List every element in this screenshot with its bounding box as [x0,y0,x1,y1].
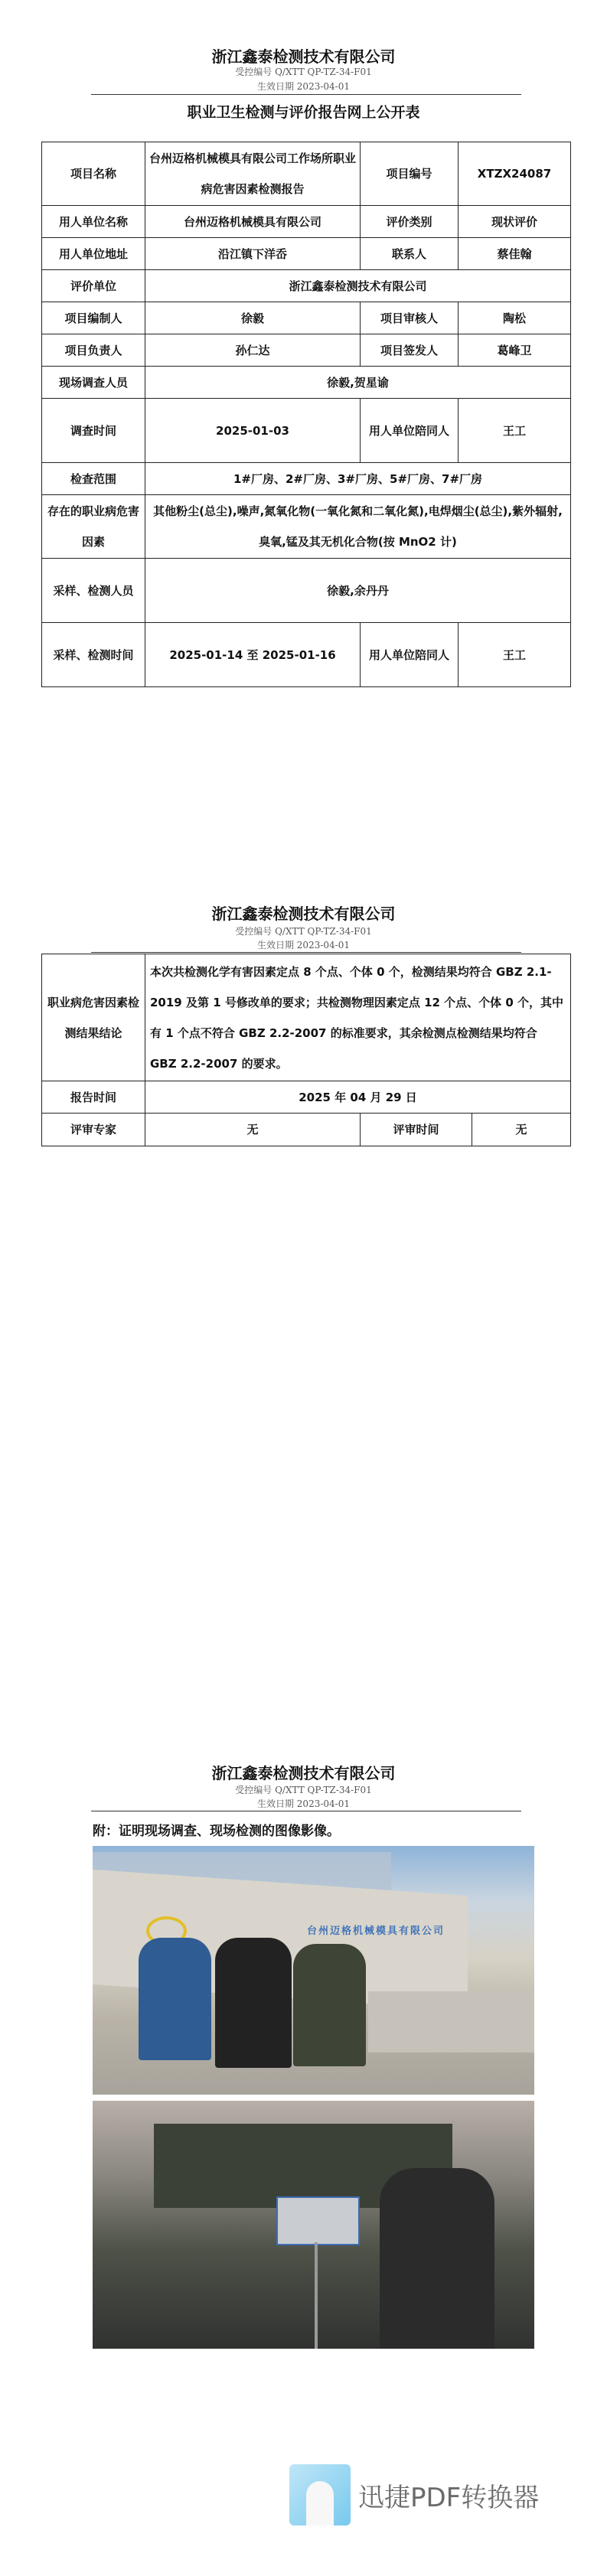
label-report-time: 报告时间 [42,1081,145,1114]
label-contact: 联系人 [361,238,459,270]
header-divider [91,94,521,95]
label-conclusion: 职业病危害因素检测结果结论 [42,954,145,1081]
appendix-title: 附：证明现场调查、现场检测的图像影像。 [93,1824,340,1839]
value-project-name: 台州迈格机械模具有限公司工作场所职业病危害因素检测报告 [145,142,361,206]
value-reviewer: 陶松 [459,302,571,334]
value-project-no: XTZX24087 [459,142,571,206]
label-survey-time: 调查时间 [42,399,145,463]
label-accompany-2: 用人单位陪同人 [361,623,459,687]
label-review-time: 评审时间 [361,1114,472,1146]
watermark-text: 迅捷PDF转换器 [358,2483,540,2513]
value-conclusion: 本次共检测化学有害因素定点 8 个点、个体 0 个，检测结果均符合 GBZ 2.1-2019 及第 1 号修改单的要求；共检测物理因素定点 12 个点、个体 0 个，其中有 1 个点不符合 GBZ 2.2-2007 的标准要求，其余检测点检测结果均符合 GBZ 2.2-2007 的要求。 [145,954,571,1081]
label-project-name: 项目名称 [42,142,145,206]
header-divider-p2 [91,952,521,953]
value-sampling-time: 2025-01-14 至 2025-01-16 [145,623,361,687]
value-address: 沿江镇下洋岙 [145,238,361,270]
site-survey-photo [93,1846,534,2095]
value-scope: 1#厂房、2#厂房、3#厂房、5#厂房、7#厂房 [145,463,571,495]
label-accompany: 用人单位陪同人 [361,399,459,463]
control-number-p3: 受控编号 Q/XTT QP-TZ-34-F01 [235,1785,372,1795]
effective-date-p2: 生效日期 2023-04-01 [256,940,350,951]
value-leader: 孙仁达 [145,334,361,367]
label-leader: 项目负责人 [42,334,145,367]
label-survey-staff: 现场调查人员 [42,367,145,399]
effective-date-p3: 生效日期 2023-04-01 [256,1798,350,1809]
control-number-p2: 受控编号 Q/XTT QP-TZ-34-F01 [235,926,372,937]
form-title: 职业卫生检测与评价报告网上公开表 [187,104,420,121]
value-survey-staff: 徐毅,贺星谕 [145,367,571,399]
company-sign: 台州迈格机械模具有限公司 [307,1925,445,1937]
value-contact: 蔡佳翰 [459,238,571,270]
value-hazards: 其他粉尘(总尘),噪声,氮氧化物(一氧化氮和二氧化氮),电焊烟尘(总尘),紫外辐射,臭氧,锰及其无机化合物(按 MnO2 计) [145,495,571,559]
value-report-time: 2025 年 04 月 29 日 [145,1081,571,1114]
value-accompany-2: 王工 [459,623,571,687]
label-compiler: 项目编制人 [42,302,145,334]
label-eval-type: 评价类别 [361,206,459,238]
label-sampling-time: 采样、检测时间 [42,623,145,687]
report-info-table [41,142,571,687]
label-address: 用人单位地址 [42,238,145,270]
value-accompany: 王工 [459,399,571,463]
label-sampling-staff: 采样、检测人员 [42,559,145,623]
value-review-time: 无 [472,1114,571,1146]
value-compiler: 徐毅 [145,302,361,334]
company-title-p2: 浙江鑫泰检测技术有限公司 [211,905,396,923]
label-hazards: 存在的职业病危害因素 [42,495,145,559]
effective-date: 生效日期 2023-04-01 [256,81,350,92]
label-expert: 评审专家 [42,1114,145,1146]
label-eval-unit: 评价单位 [42,270,145,302]
label-scope: 检查范围 [42,463,145,495]
value-expert: 无 [145,1114,361,1146]
value-survey-time: 2025-01-03 [145,399,361,463]
value-employer: 台州迈格机械模具有限公司 [145,206,361,238]
value-sampling-staff: 徐毅,余丹丹 [145,559,571,623]
value-issuer: 葛峰卫 [459,334,571,367]
value-eval-unit: 浙江鑫泰检测技术有限公司 [145,270,571,302]
site-testing-photo [93,2101,534,2349]
label-reviewer: 项目审核人 [361,302,459,334]
label-project-no: 项目编号 [361,142,459,206]
value-eval-type: 现状评价 [459,206,571,238]
pdf-converter-logo-icon [289,2464,351,2525]
control-number: 受控编号 Q/XTT QP-TZ-34-F01 [235,67,372,77]
company-title-p3: 浙江鑫泰检测技术有限公司 [211,1764,396,1782]
company-title: 浙江鑫泰检测技术有限公司 [211,47,396,66]
label-issuer: 项目签发人 [361,334,459,367]
conclusion-table [41,954,571,1146]
label-employer: 用人单位名称 [42,206,145,238]
